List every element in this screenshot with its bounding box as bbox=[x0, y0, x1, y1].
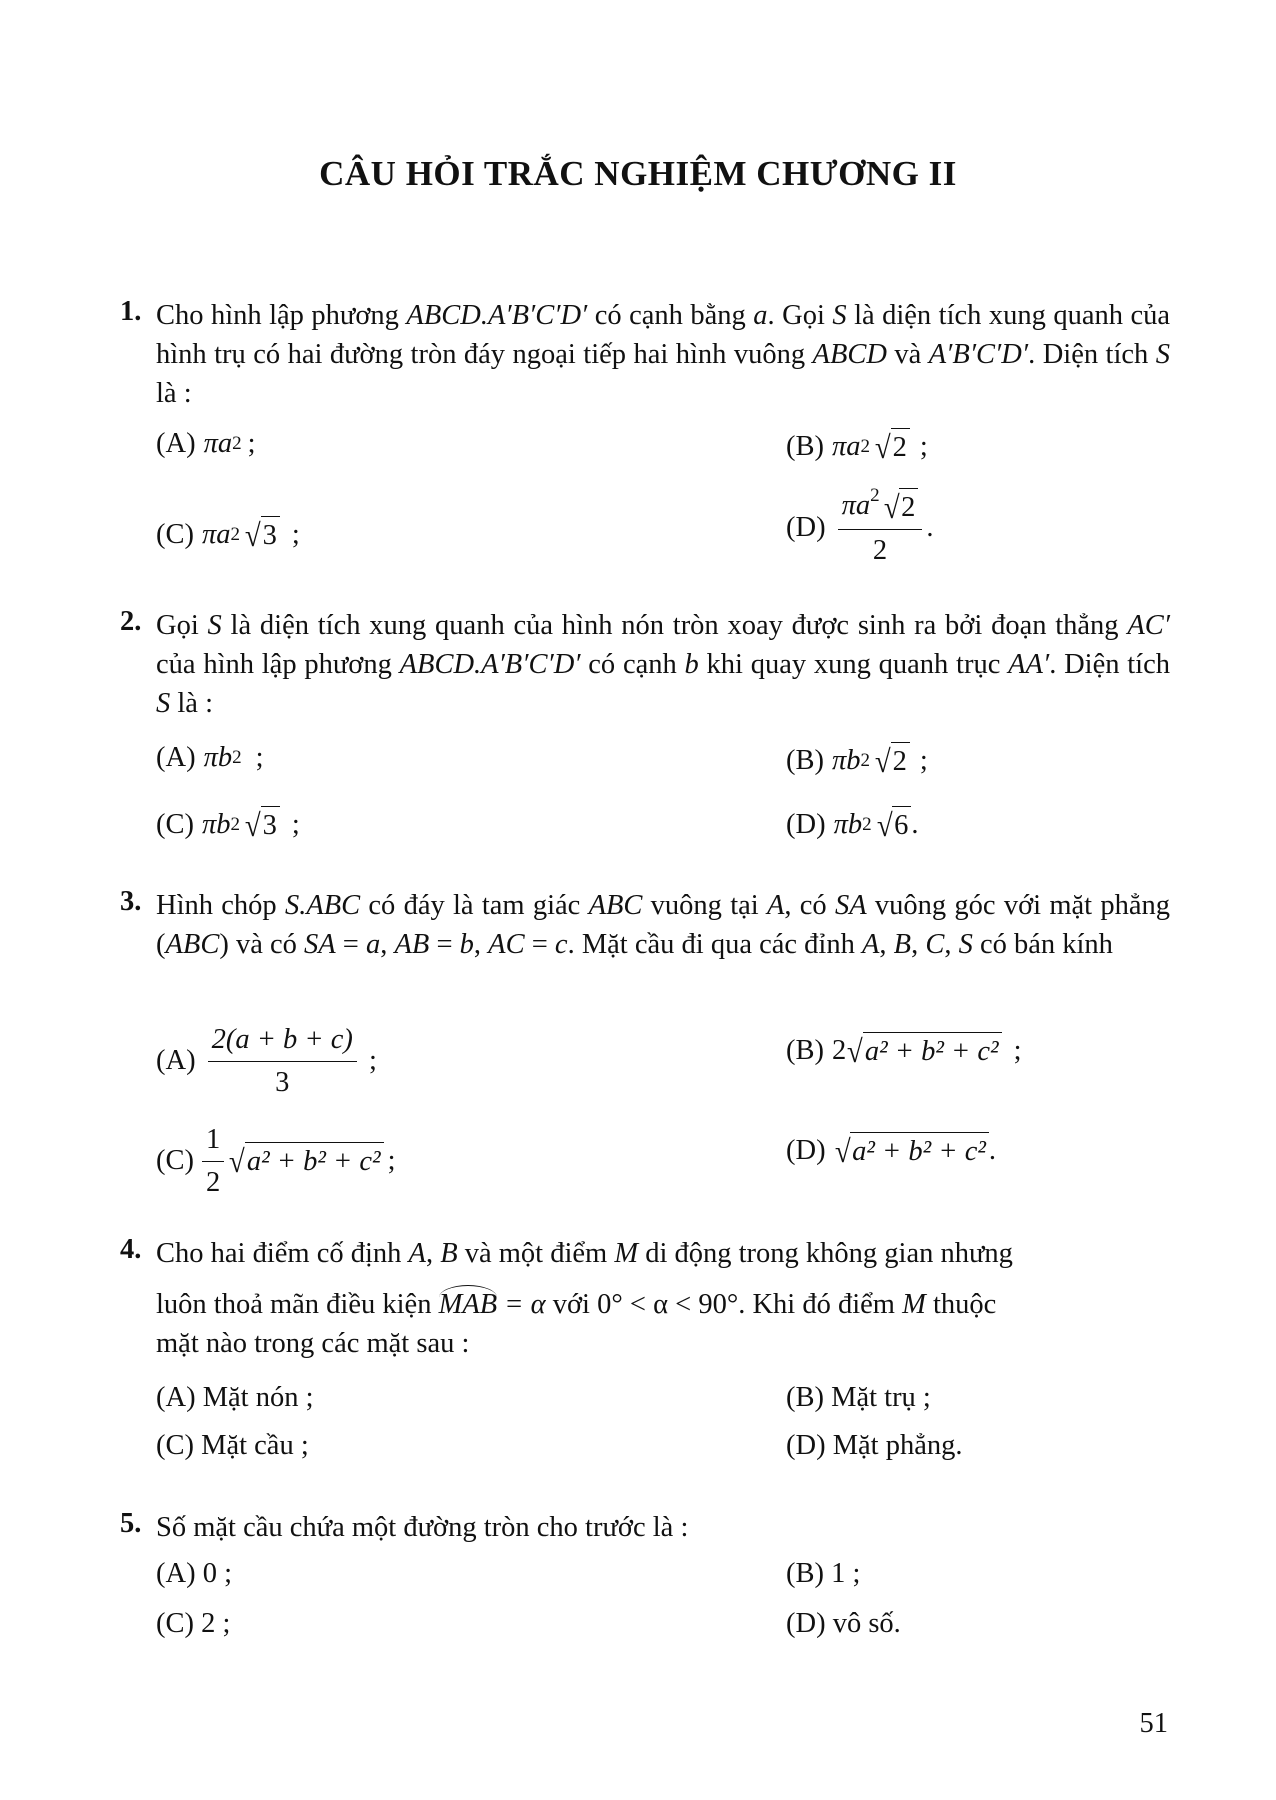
option-b[interactable]: (B) π a 2 √ 2 ; bbox=[786, 429, 928, 465]
option-c[interactable]: (C) $\frac{1}{2}$ √ a² + b² + c² ; bbox=[156, 1124, 396, 1198]
option-d[interactable]: (D) π b 2 √ 6 . bbox=[786, 807, 919, 843]
option-d[interactable]: (D) $\pi a^2$ √ 2 2 . bbox=[786, 485, 934, 567]
question-number: 1. bbox=[120, 296, 142, 327]
angle-arc: MAB bbox=[439, 1285, 498, 1320]
option-a[interactable]: (A) $\frac{2(a + b + c)}{3}$ ; bbox=[156, 1024, 377, 1098]
question-2 bbox=[120, 606, 1170, 723]
question-number: 3. bbox=[120, 886, 142, 917]
question-number: 5. bbox=[120, 1508, 142, 1539]
question-stem: Cho hai điểm cố định A, B và một điểm M di động trong không gian nhưng luôn thoả mãn điều kiện MAB = α với 0° < α < 90°. Khi đó điểm M thuộc mặt nào trong các mặt sau : bbox=[156, 1238, 1013, 1359]
option-b[interactable]: (B) Mặt trụ ; bbox=[786, 1382, 931, 1413]
option-a[interactable]: (A) 0 ; bbox=[156, 1558, 232, 1589]
option-d[interactable]: (D) √ a² + b² + c² . bbox=[786, 1133, 997, 1169]
option-c[interactable]: (C) π b 2 √ 3 ; bbox=[156, 807, 300, 843]
option-c[interactable]: (C) π a 2 √ 3 ; bbox=[156, 517, 300, 553]
question-stem: Cho hình lập phương ABCD.A′B′C′D′ có cạnh bằng a. Gọi S là diện tích xung quanh của hình trụ có hai đường tròn đáy ngoại tiếp hai hình vuông ABCD và A′B′C′D′. Diện tích S là : bbox=[156, 300, 1171, 409]
option-d[interactable]: (D) vô số. bbox=[786, 1608, 901, 1639]
page-title: CÂU HỎI TRẮC NGHIỆM CHƯƠNG II bbox=[319, 154, 957, 193]
page-number: 51 bbox=[1139, 1708, 1168, 1739]
option-b[interactable]: (B) 2 √ a² + b² + c² ; bbox=[786, 1033, 1022, 1069]
option-a[interactable]: (A) π b 2 ; bbox=[156, 742, 264, 773]
question-number: 4. bbox=[120, 1234, 142, 1265]
option-c[interactable]: (C) 2 ; bbox=[156, 1608, 231, 1639]
option-b[interactable]: (B) π b 2 √ 2 ; bbox=[786, 743, 928, 779]
question-3 bbox=[120, 886, 1170, 964]
question-4 bbox=[120, 1234, 1170, 1363]
question-number: 2. bbox=[120, 606, 142, 637]
question-stem: Số mặt cầu chứa một đường tròn cho trước là : bbox=[156, 1512, 689, 1543]
question-5 bbox=[120, 1508, 1170, 1547]
option-a[interactable]: (A) π a 2 ; bbox=[156, 428, 256, 459]
option-c[interactable]: (C) Mặt cầu ; bbox=[156, 1430, 309, 1461]
question-stem: Hình chóp S.ABC có đáy là tam giác ABC vuông tại A, có SA vuông góc với mặt phẳng (ABC) và có SA = a, AB = b, AC = c. Mặt cầu đi qua các đỉnh A, B, C, S có bán kính bbox=[156, 890, 1170, 960]
option-d[interactable]: (D) Mặt phẳng. bbox=[786, 1430, 963, 1461]
option-b[interactable]: (B) 1 ; bbox=[786, 1558, 861, 1589]
question-1 bbox=[120, 296, 1170, 413]
option-a[interactable]: (A) Mặt nón ; bbox=[156, 1382, 314, 1413]
question-stem: Gọi S là diện tích xung quanh của hình nón tròn xoay được sinh ra bởi đoạn thẳng AC′ của hình lập phương ABCD.A′B′C′D′ có cạnh b khi quay xung quanh trục AA′. Diện tích S là : bbox=[156, 610, 1170, 719]
